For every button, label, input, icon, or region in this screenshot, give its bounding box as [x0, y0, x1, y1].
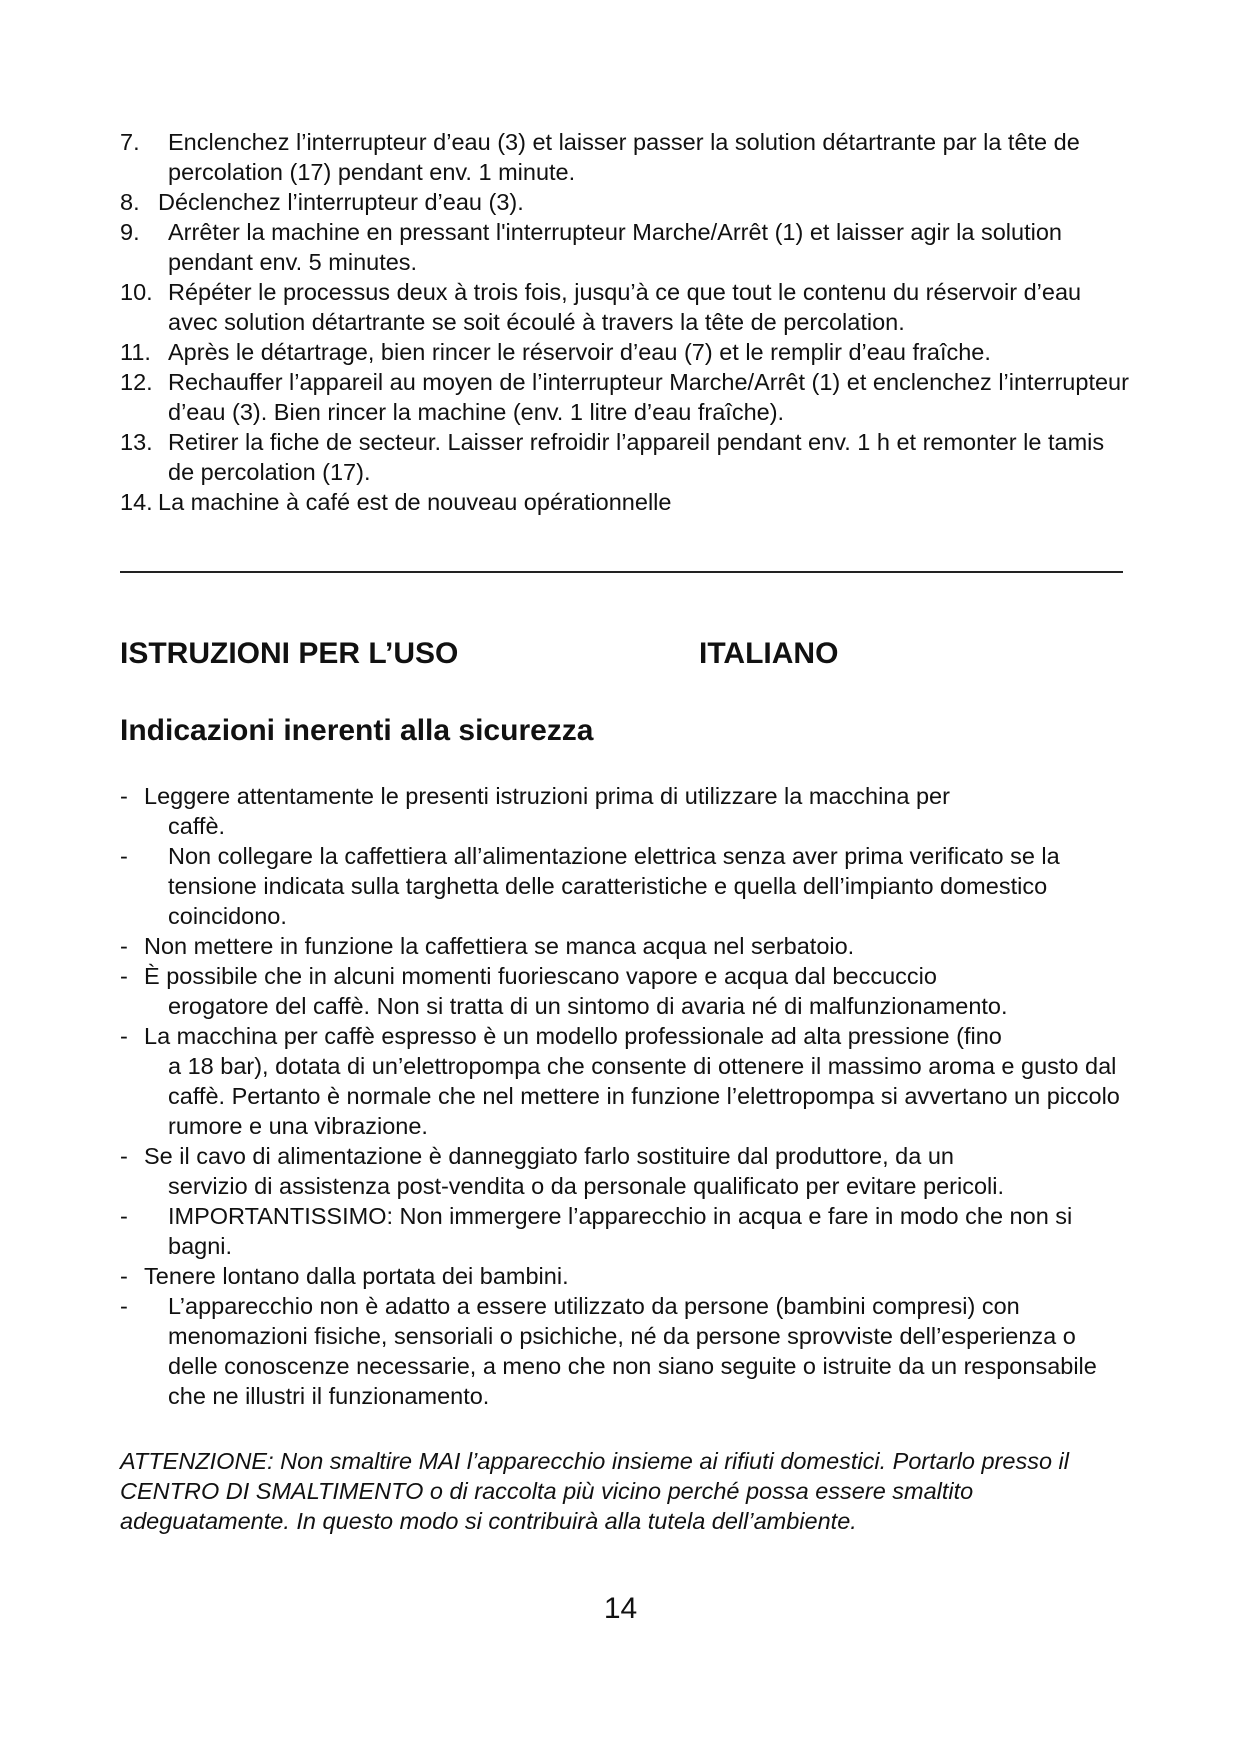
bullet-dash: -: [120, 1203, 128, 1229]
step-text: La machine à café est de nouveau opérationnelle: [158, 489, 672, 515]
section-divider: [120, 571, 1123, 573]
bullet-dash: -: [120, 1023, 128, 1049]
list-item: [120, 1141, 1130, 1201]
step-text: Déclenchez l’interrupteur d’eau (3).: [158, 189, 524, 215]
list-item: [120, 781, 1130, 841]
bullet-dash: -: [120, 1143, 128, 1169]
step-number: 14.: [120, 489, 153, 515]
item-text: Tenere lontano dalla portata dei bambini.: [144, 1263, 569, 1289]
step-number: 10.: [120, 279, 153, 305]
french-descaling-steps: [120, 127, 1130, 517]
list-item: [120, 961, 1130, 1021]
step-text: Retirer la fiche de secteur. Laisser refroidir l’appareil pendant env. 1 h et remonter le tamis de percolation (17).: [168, 429, 1105, 485]
list-item: [120, 1021, 1130, 1141]
section-heading: ISTRUZIONI PER L’USO: [120, 637, 459, 670]
item-text-continued: servizio di assistenza post-vendita o da personale qualificato per evitare pericoli.: [168, 1173, 1005, 1199]
item-text: Se il cavo di alimentazione è danneggiato farlo sostituire dal produttore, da un: [144, 1143, 954, 1169]
item-text-continued: caffè.: [168, 813, 226, 839]
list-item: [120, 1291, 1130, 1411]
bullet-dash: -: [120, 963, 128, 989]
step-number: 12.: [120, 369, 153, 395]
list-item: [120, 427, 1130, 487]
safety-instructions-list: [120, 781, 1130, 1411]
item-text-continued: a 18 bar), dotata di un’elettropompa che consente di ottenere il massimo aroma e gusto dal caffè. Pertanto è normale che nel mettere in funzione l’elettropompa si avvertano un piccolo rumore e una vibrazione.: [168, 1053, 1120, 1139]
list-item: [120, 367, 1130, 427]
bullet-dash: -: [120, 1293, 128, 1319]
list-item: [120, 187, 1130, 217]
bullet-dash: -: [120, 783, 128, 809]
item-text: IMPORTANTISSIMO: Non immergere l’apparecchio in acqua e fare in modo che non si bagni.: [168, 1203, 1073, 1259]
step-number: 9.: [120, 219, 140, 245]
item-text: Leggere attentamente le presenti istruzioni prima di utilizzare la macchina per: [144, 783, 950, 809]
item-text-continued: erogatore del caffè. Non si tratta di un sintomo di avaria né di malfunzionamento.: [168, 993, 1008, 1019]
subsection-heading: Indicazioni inerenti alla sicurezza: [120, 714, 594, 747]
list-item: [120, 1201, 1130, 1261]
item-text: L’apparecchio non è adatto a essere utilizzato da persone (bambini compresi) con menomazioni fisiche, sensoriali o psichiche, né da persone sprovviste dell’esperienza o delle conoscenze necessarie, a meno che non siano seguite o istruite da un responsabile che ne illustri il funzionamento.: [168, 1293, 1097, 1409]
list-item: [120, 1261, 1130, 1291]
disposal-warning: ATTENZIONE: Non smaltire MAI l’apparecchio insieme ai rifiuti domestici. Portarlo presso il CENTRO DI SMALTIMENTO o di raccolta più vicino perché possa essere smaltito adeguatamente. In questo modo si contribuirà alla tutela dell’ambiente.: [120, 1448, 1069, 1534]
step-number: 8.: [120, 189, 140, 215]
step-text: Rechauffer l’appareil au moyen de l’interrupteur Marche/Arrêt (1) et enclenchez l’interrupteur d’eau (3). Bien rincer la machine (env. 1 litre d’eau fraîche).: [168, 369, 1129, 425]
step-number: 7.: [120, 129, 140, 155]
list-item: [120, 127, 1130, 187]
item-text: È possibile che in alcuni momenti fuoriescano vapore e acqua dal beccuccio: [144, 963, 937, 989]
list-item: [120, 931, 1130, 961]
step-text: Répéter le processus deux à trois fois, jusqu’à ce que tout le contenu du réservoir d’eau avec solution détartrante se soit écoulé à travers la tête de percolation.: [168, 279, 1082, 335]
item-text: Non collegare la caffettiera all’alimentazione elettrica senza aver prima verificato se la tensione indicata sulla targhetta delle caratteristiche e quella dell’impianto domestico coincidono.: [168, 843, 1060, 929]
list-item: [120, 337, 1130, 367]
step-number: 11.: [120, 339, 151, 365]
bullet-dash: -: [120, 843, 128, 869]
step-text: Après le détartrage, bien rincer le réservoir d’eau (7) et le remplir d’eau fraîche.: [168, 339, 991, 365]
step-text: Enclenchez l’interrupteur d’eau (3) et laisser passer la solution détartrante par la tête de percolation (17) pendant env. 1 minute.: [168, 129, 1080, 185]
bullet-dash: -: [120, 933, 128, 959]
list-item: [120, 487, 1130, 517]
item-text: La macchina per caffè espresso è un modello professionale ad alta pressione (fino: [144, 1023, 1002, 1049]
step-number: 13.: [120, 429, 153, 455]
list-item: [120, 277, 1130, 337]
bullet-dash: -: [120, 1263, 128, 1289]
page-number: 14: [603, 1592, 638, 1625]
list-item: [120, 841, 1130, 931]
list-item: [120, 217, 1130, 277]
step-text: Arrêter la machine en pressant l'interrupteur Marche/Arrêt (1) et laisser agir la solution pendant env. 5 minutes.: [168, 219, 1062, 275]
language-label: ITALIANO: [699, 637, 839, 670]
item-text: Non mettere in funzione la caffettiera se manca acqua nel serbatoio.: [144, 933, 855, 959]
